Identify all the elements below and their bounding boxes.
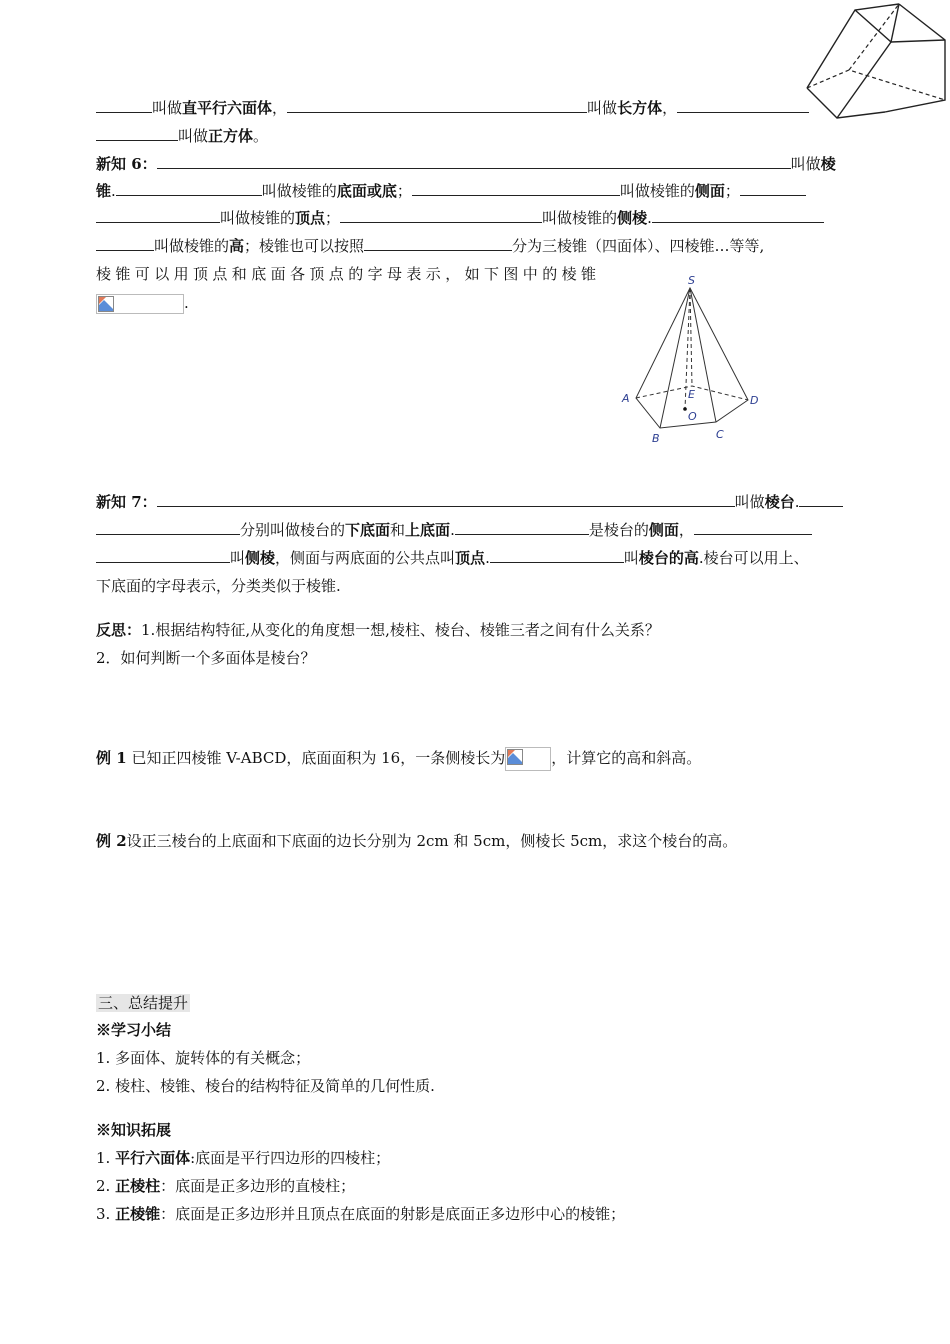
term: 棱台	[764, 493, 795, 511]
broken-image-icon	[507, 749, 523, 765]
vertex-label-s: S	[688, 274, 695, 287]
text: 叫做	[152, 99, 183, 117]
blank[interactable]	[116, 181, 262, 196]
text: ：底面是正多边形并且顶点在底面的射影是底面正多边形中心的棱锥；	[160, 1205, 626, 1223]
term: 侧棱	[245, 549, 276, 567]
blank[interactable]	[455, 520, 589, 535]
blank[interactable]	[677, 98, 809, 113]
term: 正棱锥	[115, 1205, 161, 1223]
new-knowledge-7-line-4: 下底面的字母表示，分类类似于棱锥.	[96, 577, 341, 595]
vertex-label-d: D	[750, 394, 759, 407]
new-knowledge-6-line-5: 棱锥可以用顶点和底面各顶点的字母表示，如下图中的棱锥	[96, 265, 601, 283]
text: 叫做棱锥的	[261, 182, 337, 200]
term: 下底面	[345, 521, 391, 539]
broken-image-placeholder	[96, 294, 184, 314]
vertex-label-e: E	[688, 388, 695, 401]
term: 棱台的高	[638, 549, 699, 567]
section-label: 新知 6：	[96, 155, 157, 173]
new-knowledge-7-line-3	[96, 548, 809, 568]
new-knowledge-6-line-1	[96, 154, 836, 174]
blank[interactable]	[740, 181, 806, 196]
text: .	[485, 549, 490, 567]
blank[interactable]	[96, 98, 152, 113]
text: ，	[678, 521, 694, 539]
number: 2.	[96, 1177, 116, 1195]
text: 叫做棱锥的	[542, 209, 618, 227]
parallelepiped-figure	[795, 0, 950, 130]
text: ；	[724, 182, 740, 200]
text: 叫	[230, 549, 246, 567]
text: :底面是平行四边形的四棱柱；	[190, 1149, 391, 1167]
term: 侧面	[694, 182, 725, 200]
text: ；	[325, 209, 341, 227]
new-knowledge-7-line-2	[96, 520, 812, 540]
text: 设正三棱台的上底面和下底面的边长分别为 2cm 和 5cm，侧棱长 5cm，求这个棱台的高。	[126, 832, 738, 850]
knowledge-extension-item	[96, 1176, 355, 1196]
term: 正方体	[208, 127, 254, 145]
example-label: 例 1	[96, 749, 127, 767]
vertex-label-o: O	[688, 410, 697, 423]
term: 侧棱	[617, 209, 648, 227]
text: 。	[253, 127, 269, 145]
term: 锥	[96, 182, 112, 200]
study-summary-title	[96, 1020, 171, 1040]
text: 叫做棱锥的	[154, 237, 230, 255]
reflection-q2: 2．如何判断一个多面体是棱台？	[96, 649, 316, 667]
new-knowledge-6-line-2	[96, 181, 806, 201]
blank[interactable]	[157, 154, 791, 169]
broken-image-placeholder	[505, 747, 551, 771]
title: ※学习小结	[96, 1021, 172, 1039]
heading-text: 三、总结提升	[98, 994, 189, 1012]
new-knowledge-6-line-6	[96, 293, 189, 314]
title: ※知识拓展	[96, 1121, 172, 1139]
text: .	[794, 493, 800, 511]
text: ；棱锥也可以按照	[244, 237, 365, 255]
term: 顶点	[455, 549, 486, 567]
example-2	[96, 831, 737, 851]
reflection-q1	[96, 620, 660, 640]
vertex-label-c: C	[716, 428, 724, 441]
blank[interactable]	[96, 236, 154, 251]
pyramid-figure	[608, 272, 778, 452]
text: 分别叫做棱台的	[240, 521, 346, 539]
definition-line-cube	[96, 126, 268, 146]
blank[interactable]	[96, 548, 230, 563]
term: 棱	[820, 155, 836, 173]
knowledge-extension-item	[96, 1148, 390, 1168]
example-label: 例 2	[96, 832, 127, 850]
blank[interactable]	[490, 548, 624, 563]
text: .	[184, 294, 189, 312]
blank[interactable]	[694, 520, 812, 535]
text: 叫做	[790, 155, 821, 173]
text: 叫	[623, 549, 639, 567]
new-knowledge-6-line-4	[96, 236, 764, 256]
term: 平行六面体	[115, 1149, 191, 1167]
vertex-label-a: A	[622, 392, 630, 405]
blank[interactable]	[652, 208, 824, 223]
blank[interactable]	[799, 492, 843, 507]
knowledge-extension-item	[96, 1204, 625, 1224]
vertex-label-b: B	[652, 432, 660, 445]
number: 3.	[96, 1205, 116, 1223]
new-knowledge-6-line-3	[96, 208, 824, 228]
text: ：底面是正多边形的直棱柱；	[160, 1177, 356, 1195]
text: ，侧面与两底面的公共点叫	[275, 549, 456, 567]
blank[interactable]	[412, 181, 620, 196]
text: ；	[396, 182, 412, 200]
knowledge-extension-title	[96, 1120, 171, 1140]
text: 叫做棱锥的	[619, 182, 695, 200]
text: .	[647, 209, 652, 227]
new-knowledge-7-line-1	[96, 492, 843, 512]
study-summary-item: 1. 多面体、旋转体的有关概念；	[96, 1049, 311, 1067]
example-1	[96, 747, 701, 771]
text: 1.根据结构特征,从变化的角度想一想,棱柱、棱台、棱锥三者之间有什么关系？	[141, 621, 660, 639]
text: 和	[390, 521, 406, 539]
term: 底面或底	[336, 182, 397, 200]
blank[interactable]	[96, 208, 220, 223]
term: 顶点	[295, 209, 326, 227]
text: .	[111, 182, 116, 200]
blank[interactable]	[96, 520, 240, 535]
text: 是棱台的	[588, 521, 649, 539]
section-label: 新知 7：	[96, 493, 157, 511]
summary-heading	[96, 993, 190, 1013]
text: .棱台可以用上、	[698, 549, 809, 567]
text: ，	[662, 99, 678, 117]
broken-image-icon	[98, 296, 114, 312]
term: 直平行六面体	[182, 99, 273, 117]
text: 叫做	[587, 99, 618, 117]
text: ，计算它的高和斜高。	[551, 749, 702, 767]
term: 侧面	[648, 521, 679, 539]
text: 叫做棱锥的	[220, 209, 296, 227]
term: 上底面	[405, 521, 451, 539]
blank[interactable]	[96, 126, 178, 141]
text: ，	[272, 99, 288, 117]
study-summary-item: 2. 棱柱、棱锥、棱台的结构特征及简单的几何性质.	[96, 1077, 435, 1095]
number: 1.	[96, 1149, 116, 1167]
blank[interactable]	[364, 236, 512, 251]
term: 长方体	[617, 99, 663, 117]
definition-line-parallelepiped	[96, 98, 809, 118]
text: 分为三棱锥（四面体）、四棱锥…等等,	[512, 237, 765, 255]
term: 高	[229, 237, 245, 255]
section-label: 反思：	[96, 621, 142, 639]
text: 叫做	[734, 493, 765, 511]
text: .	[450, 521, 455, 539]
text: 已知正四棱锥 V-ABCD，底面面积为 16，一条侧棱长为	[126, 749, 506, 767]
blank[interactable]	[287, 98, 587, 113]
text: 叫做	[178, 127, 209, 145]
blank[interactable]	[340, 208, 542, 223]
blank[interactable]	[157, 492, 735, 507]
term: 正棱柱	[115, 1177, 161, 1195]
